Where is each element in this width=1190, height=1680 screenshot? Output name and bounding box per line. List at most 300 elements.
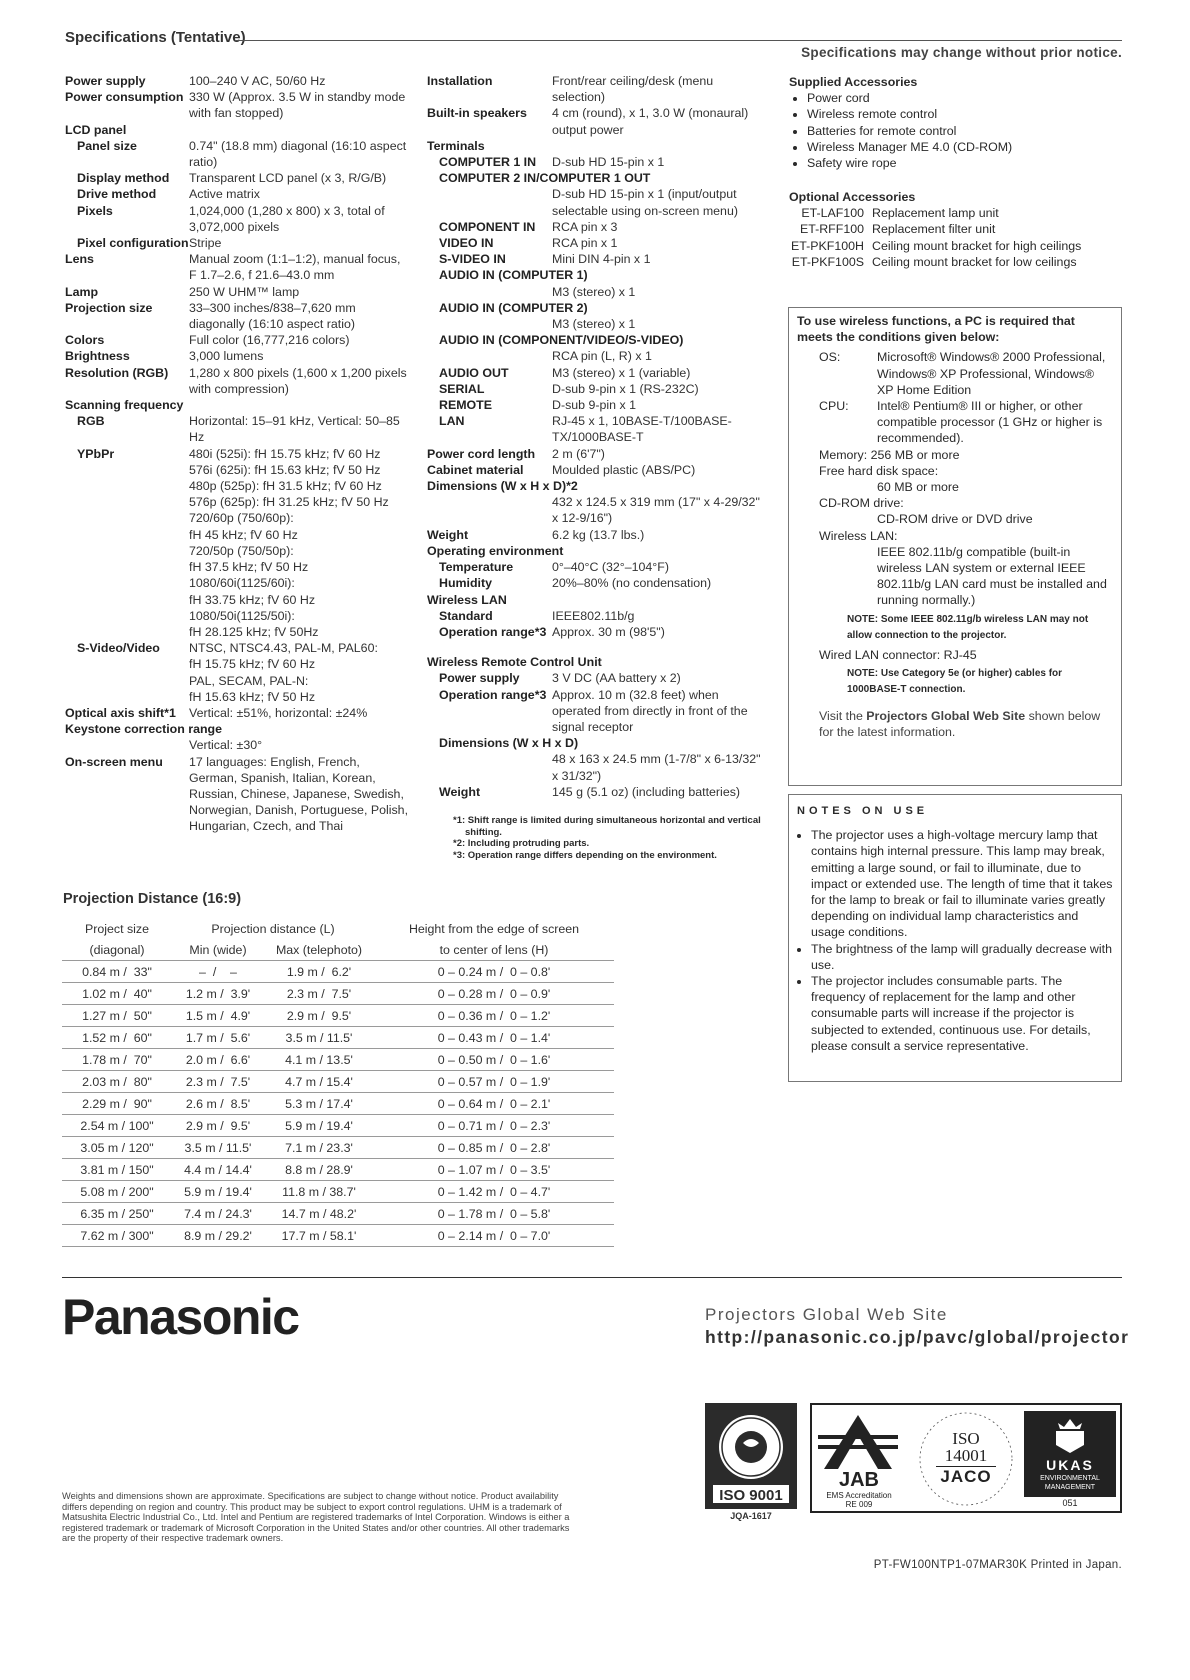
- notes-list: [797, 827, 1113, 1054]
- cell-height: 0 – 2.14 m / 0 – 7.0': [374, 1225, 614, 1247]
- spec-label: Drive method: [77, 187, 157, 202]
- spec-row: [427, 300, 762, 316]
- jab-sub1: EMS Accreditation: [826, 1491, 892, 1500]
- optional-item: [789, 254, 1124, 270]
- notes-title: NOTES ON USE: [797, 805, 929, 817]
- cell-max: 8.8 m / 28.9': [264, 1159, 374, 1181]
- spec-label: COMPUTER 2 IN/COMPUTER 1 OUT: [439, 171, 651, 186]
- spec-row: [427, 624, 762, 640]
- supplied-item: • Power cord: [807, 90, 1119, 106]
- spec-row: [427, 559, 762, 575]
- spec-row: [427, 654, 762, 670]
- spec-row: [65, 203, 410, 235]
- spec-label: Wireless Remote Control Unit: [427, 655, 602, 670]
- web-site-url: http://panasonic.co.jp/pavc/global/projector: [705, 1327, 1130, 1347]
- spec-row: [427, 73, 762, 105]
- spec-label: SERIAL: [439, 381, 485, 396]
- note-item: • The projector includes consumable parts. The frequency of replacement for the lamp and other consumable parts will increase if the projector is subjected to extended, continuous use. For details, please consult a service representative.: [811, 973, 1113, 1054]
- col-size-sub: (diagonal): [89, 942, 145, 957]
- spec-value: 100–240 V AC, 50/60 Hz: [189, 74, 326, 88]
- spec-value: 4 cm (round), x 1, 3.0 W (monaural) output power: [552, 106, 749, 137]
- cell-max: 5.3 m / 17.4': [264, 1093, 374, 1115]
- spec-label: Built-in speakers: [427, 106, 527, 121]
- disk-label: Free hard disk space:: [819, 463, 939, 478]
- cell-max: 2.3 m / 7.5': [264, 983, 374, 1005]
- disclaimer: Weights and dimensions shown are approximate. Specifications are subject to change without notice. Product availability differs depending on region and country. This product may be subject to export control regulations. UHM is a trademark of Matsushita Electric Industrial Co., Ltd. Intel and Pentium are registered trademarks of Intel Corporation. Windows is either a registered trademark or trademark of Microsoft Corporation in the United States and/or other countries. All other trademarks are the property of their respective trademark owners.: [62, 1491, 570, 1544]
- wired-lan: Wired LAN connector: RJ-45: [819, 647, 977, 662]
- spec-label: Power supply: [439, 671, 520, 686]
- optional-desc: Replacement lamp unit: [872, 206, 999, 221]
- ukas-number: 051: [1062, 1498, 1078, 1508]
- cell-size: 0.84 m / 33": [62, 961, 172, 983]
- spec-value: M3 (stereo) x 1: [552, 317, 636, 332]
- spec-label: Operation range*3: [439, 687, 547, 702]
- spec-row: [427, 381, 762, 397]
- col-height-sub: to center of lens (H): [439, 942, 549, 957]
- optional-desc: Ceiling mount bracket for low ceilings: [872, 254, 1077, 269]
- spec-label: RGB: [77, 414, 105, 429]
- spec-row: [65, 705, 410, 721]
- ukas-block: [1024, 1411, 1116, 1497]
- wlan-label: Wireless LAN:: [819, 528, 898, 543]
- wireless-title: To use wireless functions, a PC is required that meets the conditions given below:: [797, 314, 1075, 345]
- spec-row: [427, 462, 762, 478]
- os-label: OS:: [819, 350, 841, 365]
- table-row: [62, 1137, 614, 1159]
- spec-label: Operating environment: [427, 543, 564, 558]
- spec-value: RCA pin x 3: [552, 219, 618, 234]
- supplied-list: [789, 90, 1119, 171]
- web-site-title: Projectors Global Web Site: [705, 1305, 948, 1324]
- spec-label: REMOTE: [439, 398, 493, 413]
- cell-min: 7.4 m / 24.3': [172, 1203, 264, 1225]
- spec-notice: Specifications may change without prior notice.: [801, 45, 1122, 60]
- spec-row: [65, 138, 410, 170]
- ukas-sub1: ENVIRONMENTAL: [1040, 1475, 1100, 1482]
- spec-row: [427, 105, 762, 137]
- cell-height: 0 – 0.43 m / 0 – 1.4': [374, 1027, 614, 1049]
- cell-height: 0 – 0.64 m / 0 – 2.1': [374, 1093, 614, 1115]
- spec-label: Weight: [439, 784, 481, 799]
- spec-label: Humidity: [439, 576, 493, 591]
- spec-row: [427, 365, 762, 381]
- spec-label: Power cord length: [427, 446, 536, 461]
- col-min-header: Min (wide): [189, 942, 247, 957]
- spec-row: [65, 446, 410, 640]
- table-row: [62, 1005, 614, 1027]
- table-row: [62, 1181, 614, 1203]
- spec-label: AUDIO IN (COMPONENT/VIDEO/S-VIDEO): [439, 333, 684, 348]
- cell-min: 2.9 m / 9.5': [172, 1115, 264, 1137]
- spec-value: RCA pin x 1: [552, 236, 618, 251]
- spec-label: Scanning frequency: [65, 398, 184, 413]
- spec-row: [427, 575, 762, 591]
- supplied-item: • Safety wire rope: [807, 155, 1119, 171]
- optional-item: [789, 238, 1124, 254]
- projection-table: [62, 918, 614, 1247]
- spec-value: 3,000 lumens: [189, 349, 264, 364]
- optional-accessories: [789, 189, 1124, 270]
- spec-row: [427, 413, 762, 445]
- spec-row: [65, 348, 410, 364]
- cell-height: 0 – 0.57 m / 0 – 1.9': [374, 1071, 614, 1093]
- disk-value: 60 MB or more: [877, 480, 959, 495]
- spec-row: [427, 494, 762, 526]
- cpu-label: CPU:: [819, 399, 849, 414]
- spec-label: Wireless LAN: [427, 592, 507, 607]
- cell-min: 8.9 m / 29.2': [172, 1225, 264, 1247]
- spec-label: Lens: [65, 252, 94, 267]
- spec-row: [427, 284, 762, 300]
- jqa-code: JQA-1617: [730, 1511, 772, 1521]
- optional-desc: Ceiling mount bracket for high ceilings: [872, 238, 1082, 253]
- spec-label: On-screen menu: [65, 754, 163, 769]
- spec-value: Manual zoom (1:1–1:2), manual focus, F 1.7–2.6, f 21.6–43.0 mm: [189, 252, 401, 283]
- spec-label: Panel size: [77, 138, 137, 153]
- spec-value: 2 m (6'7"): [552, 446, 605, 461]
- spec-row: [427, 784, 762, 800]
- spec-label: Display method: [77, 171, 170, 186]
- cell-size: 1.52 m / 60": [62, 1027, 172, 1049]
- cell-height: 0 – 0.28 m / 0 – 0.9': [374, 983, 614, 1005]
- spec-label: Cabinet material: [427, 462, 524, 477]
- optional-item: [789, 221, 1124, 237]
- cell-min: 3.5 m / 11.5': [172, 1137, 264, 1159]
- spec-label: Colors: [65, 333, 105, 348]
- spec-row: [427, 186, 762, 218]
- note-item: • The brightness of the lamp will gradually decrease with use.: [811, 941, 1113, 973]
- footnote: *2: Including protruding parts.: [453, 838, 590, 849]
- spec-row: [65, 170, 410, 186]
- spec-value: D-sub HD 15-pin x 1: [552, 155, 665, 170]
- footer-rule: [62, 1277, 1122, 1278]
- spec-value: 0°–40°C (32°–104°F): [552, 560, 669, 575]
- memory: Memory: 256 MB or more: [819, 447, 960, 462]
- supplied-item: • Wireless remote control: [807, 106, 1119, 122]
- cell-min: 1.2 m / 3.9': [172, 983, 264, 1005]
- spec-row: [427, 154, 762, 170]
- spec-label: Temperature: [439, 560, 514, 575]
- spec-label: Resolution (RGB): [65, 365, 169, 380]
- optional-code: ET-RFF100: [799, 222, 864, 237]
- cell-size: 1.78 m / 70": [62, 1049, 172, 1071]
- spec-row: [65, 721, 410, 737]
- spec-row: [65, 413, 410, 445]
- spec-row: [65, 640, 410, 705]
- spec-value: 48 x 163 x 24.5 mm (1-7/8" x 6-13/32" x 31/32"): [552, 752, 761, 783]
- spec-value: Front/rear ceiling/desk (menu selection): [552, 74, 714, 105]
- spec-value: 1,024,000 (1,280 x 800) x 3, total of 3,072,000 pixels: [189, 203, 385, 234]
- spec-value: 1,280 x 800 pixels (1,600 x 1,200 pixels with compression): [189, 365, 407, 396]
- spec-label: Terminals: [427, 138, 485, 153]
- spec-value: 6.2 kg (13.7 lbs.): [552, 527, 645, 542]
- spec-row: [427, 219, 762, 235]
- spec-value: Stripe: [189, 236, 222, 251]
- optional-item: [789, 205, 1124, 221]
- cell-min: 2.0 m / 6.6': [172, 1049, 264, 1071]
- spec-value: 145 g (5.1 oz) (including batteries): [552, 784, 741, 799]
- cell-height: 0 – 0.71 m / 0 – 2.3': [374, 1115, 614, 1137]
- spec-row: [427, 267, 762, 283]
- spec-value: Horizontal: 15–91 kHz, Vertical: 50–85 Hz: [189, 414, 400, 445]
- cell-max: 7.1 m / 23.3': [264, 1137, 374, 1159]
- spec-value: 33–300 inches/838–7,620 mm diagonally (16:10 aspect ratio): [189, 300, 356, 332]
- spec-value: 480i (525i): fH 15.75 kHz; fV 60 Hz 576i (625i): fH 15.63 kHz; fV 50 Hz 480p (525p): fH 31.5 kHz; fV 60 Hz 576p (625p): fH 31.25 kHz; fV 50 Hz 720/60p (750/60p): fH 45 kHz; fV 60 Hz 720/50p (750/50p): fH 37.5 kHz; fV 50 Hz 1080/60i(1125/60i): fH 33.75 kHz; fV 60 Hz 1080/50i(1125/50i): fH 28.125 kHz; fV 50Hz: [189, 446, 389, 639]
- spec-label: Dimensions (W x H x D): [439, 736, 579, 751]
- spec-row: [65, 332, 410, 348]
- spec-value: 432 x 124.5 x 319 mm (17" x 4-29/32" x 12-9/16"): [552, 495, 760, 526]
- cell-max: 2.9 m / 9.5': [264, 1005, 374, 1027]
- iso14001-a: ISO: [952, 1429, 980, 1448]
- footnote: *3: Operation range differs depending on the environment.: [453, 849, 717, 861]
- spec-label: Projection size: [65, 300, 153, 315]
- spec-label: VIDEO IN: [439, 236, 494, 251]
- cell-max: 11.8 m / 38.7': [264, 1181, 374, 1203]
- spec-value: Transparent LCD panel (x 3, R/G/B): [189, 171, 387, 186]
- spec-row: [65, 122, 410, 138]
- spec-value: RCA pin (L, R) x 1: [552, 349, 652, 364]
- cell-max: 1.9 m / 6.2': [264, 961, 374, 983]
- spec-row: [427, 316, 762, 332]
- spec-row: [65, 89, 410, 121]
- header-rule: [236, 40, 1122, 41]
- ukas-sub2: MANAGEMENT: [1044, 1484, 1096, 1491]
- spec-value: M3 (stereo) x 1 (variable): [552, 365, 691, 380]
- spec-label: AUDIO OUT: [439, 365, 509, 380]
- cell-size: 5.08 m / 200": [62, 1181, 172, 1203]
- spec-row: [427, 608, 762, 624]
- accreditation-logos: [810, 1403, 1122, 1513]
- cell-max: 3.5 m / 11.5': [264, 1027, 374, 1049]
- spec-value: IEEE802.11b/g: [552, 608, 635, 623]
- spec-value: Mini DIN 4-pin x 1: [552, 252, 651, 267]
- os-value: Microsoft® Windows® 2000 Professional, Windows® XP Professional, Windows® XP Home Edition: [877, 350, 1106, 397]
- panasonic-logo: Panasonic: [62, 1289, 299, 1345]
- spec-row: [65, 73, 410, 89]
- spec-row: [427, 170, 762, 186]
- spec-label: Pixels: [77, 203, 113, 218]
- jab-label: JAB: [838, 1469, 879, 1491]
- spec-row: [427, 446, 762, 462]
- spec-row: [427, 527, 762, 543]
- spec-value: D-sub HD 15-pin x 1 (input/output selectable using on-screen menu): [552, 187, 738, 218]
- spec-row: [65, 737, 410, 753]
- spec-row: [65, 284, 410, 300]
- cell-size: 1.02 m / 40": [62, 983, 172, 1005]
- cdrom-label: CD-ROM drive:: [819, 496, 904, 511]
- col-size-header: Project size: [84, 921, 150, 936]
- cell-max: 4.1 m / 13.5': [264, 1049, 374, 1071]
- wired-note: NOTE: Use Category 5e (or higher) cables for 1000BASE-T connection.: [847, 667, 1063, 695]
- spec-value: Approx. 10 m (32.8 feet) when operated from directly in front of the signal receptor: [552, 687, 748, 734]
- print-code: PT-FW100NTP1-07MAR30K Printed in Japan.: [873, 1559, 1122, 1571]
- spec-label: Keystone correction range: [65, 722, 222, 737]
- col-dist-header: Projection distance (L): [211, 921, 335, 936]
- visit-text: Visit the Projectors Global Web Site shown below for the latest information.: [819, 708, 1101, 740]
- cpu-value: Intel® Pentium® III or higher, or other compatible processor (1 GHz or higher is recommended).: [877, 399, 1103, 446]
- spec-label: AUDIO IN (COMPUTER 1): [439, 268, 588, 283]
- table-row: [62, 1203, 614, 1225]
- cell-size: 1.27 m / 50": [62, 1005, 172, 1027]
- cell-size: 6.35 m / 250": [62, 1203, 172, 1225]
- spec-label: Lamp: [65, 284, 99, 299]
- spec-value: 330 W (Approx. 3.5 W in standby mode with fan stopped): [189, 90, 406, 121]
- spec-value: Vertical: ±51%, horizontal: ±24%: [189, 705, 368, 720]
- spec-label: YPbPr: [77, 446, 115, 461]
- spec-label: S-VIDEO IN: [439, 252, 506, 267]
- spec-row: [427, 235, 762, 251]
- spec-label: Optical axis shift*1: [65, 705, 176, 720]
- table-row: [62, 1049, 614, 1071]
- cell-size: 2.29 m / 90": [62, 1093, 172, 1115]
- spec-row: [65, 186, 410, 202]
- table-row: [62, 961, 614, 983]
- cell-max: 4.7 m / 15.4': [264, 1071, 374, 1093]
- cell-min: 2.6 m / 8.5': [172, 1093, 264, 1115]
- iso9001-logo: [705, 1403, 797, 1523]
- table-row: [62, 1071, 614, 1093]
- spec-label: Operation range*3: [439, 624, 547, 639]
- supplied-item: • Wireless Manager ME 4.0 (CD-ROM): [807, 139, 1119, 155]
- cell-max: 17.7 m / 58.1': [264, 1225, 374, 1247]
- spec-label: AUDIO IN (COMPUTER 2): [439, 300, 588, 315]
- cell-height: 0 – 0.50 m / 0 – 1.6': [374, 1049, 614, 1071]
- spec-label: Pixel configuration: [77, 236, 189, 251]
- spec-value: NTSC, NTSC4.43, PAL-M, PAL60: fH 15.75 kHz; fV 60 Hz PAL, SECAM, PAL-N: fH 15.63 kHz; fV 50 Hz: [189, 641, 378, 704]
- optional-code: ET-PKF100H: [791, 238, 864, 253]
- col-max-header: Max (telephoto): [275, 942, 363, 957]
- spec-value: Vertical: ±30°: [189, 738, 263, 753]
- spec-value: Approx. 30 m (98'5"): [552, 624, 665, 639]
- cell-height: 0 – 0.85 m / 0 – 2.8': [374, 1137, 614, 1159]
- wireless-requirements-box: [788, 307, 1122, 786]
- cell-height: 0 – 0.36 m / 0 – 1.2': [374, 1005, 614, 1027]
- spec-label: LAN: [439, 414, 465, 429]
- spec-row: [65, 235, 410, 251]
- spec-label: Power supply: [65, 74, 146, 88]
- note-item: • The projector uses a high-voltage mercury lamp that contains high internal pressure. This lamp may break, emitting a large sound, or fail to illuminate, due to impact or extended use. The length of time that it takes for the lamp to break or fail to illuminate varies greatly depending on individual lamp characteristics and usage conditions.: [811, 827, 1113, 940]
- spec-title: Specifications (Tentative): [65, 29, 246, 46]
- spec-value: Full color (16,777,216 colors): [189, 333, 350, 348]
- spec-label: LCD panel: [65, 122, 127, 137]
- table-row: [62, 983, 614, 1005]
- projection-title: Projection Distance (16:9): [63, 891, 242, 907]
- spec-value: 17 languages: English, French, German, Spanish, Italian, Korean, Russian, Chinese, Japanese, Swedish, Norwegian, Danish, Portuguese, Polish, Hungarian, Czech, and Thai: [189, 754, 409, 834]
- supplied-accessories: [789, 74, 1119, 171]
- spec-label: COMPUTER 1 IN: [439, 155, 537, 170]
- wlan-note: NOTE: Some IEEE 802.11g/b wireless LAN may not allow connection to the projector.: [847, 613, 1089, 641]
- spec-row: [65, 754, 410, 835]
- spec-label: Standard: [439, 608, 493, 623]
- spec-label: Dimensions (W x H x D)*2: [427, 479, 578, 494]
- spec-label: Power consumption: [65, 90, 184, 105]
- spec-label: Brightness: [65, 349, 130, 364]
- cell-max: 5.9 m / 19.4': [264, 1115, 374, 1137]
- cell-min: 2.3 m / 7.5': [172, 1071, 264, 1093]
- spec-label: Weight: [427, 527, 469, 542]
- spec-value: 3 V DC (AA battery x 2): [552, 671, 681, 686]
- spec-row: [65, 365, 410, 397]
- notes-on-use-box: [788, 794, 1122, 1082]
- spec-label: S-Video/Video: [77, 641, 160, 656]
- wlan-value: IEEE 802.11b/g compatible (built-in wireless LAN system or external IEEE 802.11b/g LAN card must be installed and running normally.): [877, 544, 1107, 608]
- footnotes: [453, 815, 773, 861]
- spec-label: Installation: [427, 74, 493, 88]
- spec-column-2: [427, 73, 762, 800]
- spec-value: Moulded plastic (ABS/PC): [552, 462, 696, 477]
- cell-min: 1.7 m / 5.6': [172, 1027, 264, 1049]
- cell-height: 0 – 1.78 m / 0 – 5.8': [374, 1203, 614, 1225]
- spec-value: 250 W UHM™ lamp: [189, 284, 300, 299]
- spec-row: [65, 300, 410, 332]
- cell-height: 0 – 1.42 m / 0 – 4.7': [374, 1181, 614, 1203]
- spec-row: [427, 592, 762, 608]
- optional-list: [789, 205, 1124, 270]
- supplied-item: • Batteries for remote control: [807, 123, 1119, 139]
- spec-row: [427, 751, 762, 783]
- cell-min: 4.4 m / 14.4': [172, 1159, 264, 1181]
- jaco-label: JACO: [940, 1467, 992, 1486]
- cell-min: 5.9 m / 19.4': [172, 1181, 264, 1203]
- cell-size: 3.81 m / 150": [62, 1159, 172, 1181]
- spec-row: [427, 397, 762, 413]
- spec-row: [427, 348, 762, 364]
- table-row: [62, 1027, 614, 1049]
- spec-column-1: [65, 73, 410, 835]
- spec-value: 20%–80% (no condensation): [552, 576, 712, 591]
- table-row: [62, 1115, 614, 1137]
- cell-size: 3.05 m / 120": [62, 1137, 172, 1159]
- optional-code: ET-LAF100: [801, 206, 864, 221]
- cell-size: 2.54 m / 100": [62, 1115, 172, 1137]
- spec-label: COMPONENT IN: [439, 219, 536, 234]
- spec-value: Active matrix: [189, 187, 260, 202]
- spec-row: [427, 138, 762, 154]
- spec-value: D-sub 9-pin x 1: [552, 398, 637, 413]
- cell-min: – / –: [172, 961, 264, 983]
- spec-row: [427, 251, 762, 267]
- spec-row: [427, 735, 762, 751]
- footnote: *1: Shift range is limited during simultaneous horizontal and vertical shifting.: [453, 815, 761, 838]
- table-row: [62, 1093, 614, 1115]
- spec-row: [427, 687, 762, 736]
- ukas-label: UKAS: [1046, 1457, 1094, 1473]
- optional-title: Optional Accessories: [789, 190, 916, 204]
- jab-sub2: RE 009: [845, 1500, 873, 1509]
- iso14001-b: 14001: [936, 1446, 996, 1467]
- table-row: [62, 1225, 614, 1247]
- spec-value: M3 (stereo) x 1: [552, 284, 636, 299]
- spec-row: [427, 332, 762, 348]
- iso9001-label: ISO 9001: [719, 1487, 783, 1504]
- cell-min: 1.5 m / 4.9': [172, 1005, 264, 1027]
- spec-row: [427, 670, 762, 686]
- spec-value: D-sub 9-pin x 1 (RS-232C): [552, 381, 699, 396]
- spec-row: [427, 478, 762, 494]
- col-height-header: Height from the edge of screen: [408, 921, 580, 936]
- spec-value: RJ-45 x 1, 10BASE-T/100BASE-TX/1000BASE-T: [552, 414, 732, 445]
- cdrom-value: CD-ROM drive or DVD drive: [877, 512, 1033, 527]
- spec-value: 0.74" (18.8 mm) diagonal (16:10 aspect ratio): [189, 138, 407, 170]
- cell-height: 0 – 0.24 m / 0 – 0.8': [374, 961, 614, 983]
- cell-height: 0 – 1.07 m / 0 – 3.5': [374, 1159, 614, 1181]
- cell-size: 2.03 m / 80": [62, 1071, 172, 1093]
- spec-row: [65, 397, 410, 413]
- cell-max: 14.7 m / 48.2': [264, 1203, 374, 1225]
- cell-size: 7.62 m / 300": [62, 1225, 172, 1247]
- spec-row: [65, 251, 410, 283]
- optional-desc: Replacement filter unit: [872, 222, 996, 237]
